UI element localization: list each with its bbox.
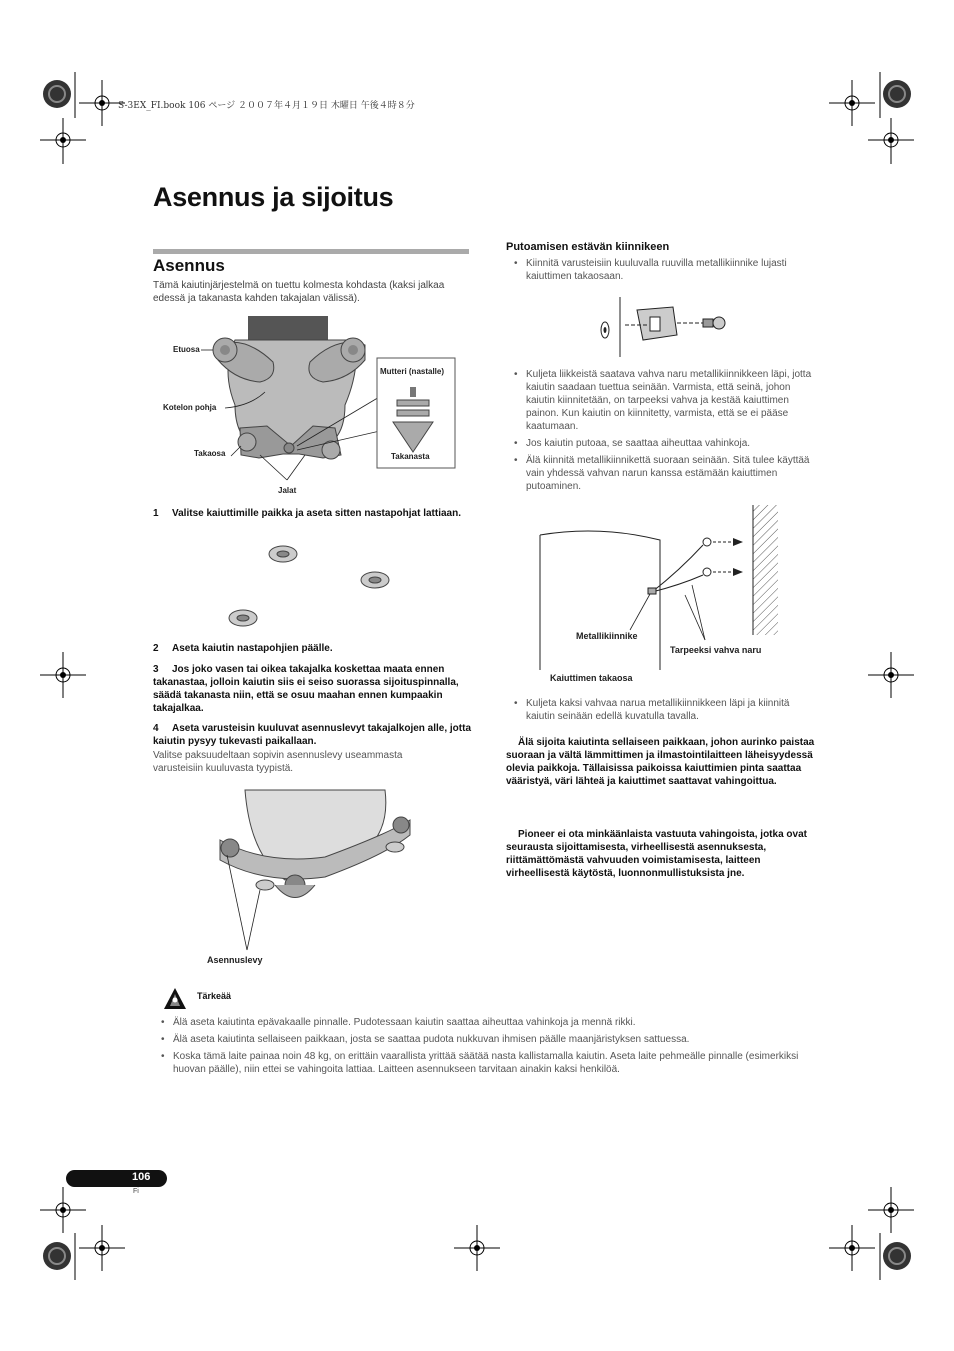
bracket-screw-figure [595, 295, 735, 359]
language-code: Fi [133, 1188, 139, 1195]
fall-prevention-list-3 [506, 697, 821, 727]
step-2: 2 Aseta kaiutin nastapohjien päälle. [153, 643, 333, 654]
fall-prevention-list-1 [506, 257, 821, 287]
warning-sunlight: Älä sijoita kaiutinta sellaiseen paikkaan, johon aurinko paistaa suoraan ja vältä lämmittimen ja ilmastointilaitteen läheisyydessä olevia paikkoja. Tällaisissa paikoissa kaiuttimien pinta saattaa vääristyä, väri lähteä ja kaiuttimet saattavat vahingoittua. [506, 737, 815, 787]
label-front: Etuosa [173, 345, 200, 354]
list-item: • Kuljeta kaksi vahvaa narua metallikiinnikkeen läpi ja kiinnitä kaiutin seinään edellä kuvatulla tavalla. [506, 697, 821, 723]
label-metal-bracket: Metallikiinnike [576, 631, 638, 641]
list-item: • Älä aseta kaiutinta epävakaalle pinnalle. Pudotessaan kaiutin saattaa aiheuttaa vahinkoja ja mennä rikki. [153, 1016, 833, 1029]
page-number-badge [66, 1170, 167, 1187]
section-rule [153, 249, 469, 254]
important-icon [163, 987, 187, 1011]
label-cabinet-bottom: Kotelon pohja [163, 403, 217, 412]
label-nut: Mutteri (nastalle) [380, 367, 445, 376]
file-header-line: S-3EX_FI.book 106 ページ ２００７年４月１９日 木曜日 午後４時８分 [118, 101, 415, 111]
step-4: 4 Aseta varusteisin kuuluvat asennuslevyt takajalkojen alle, jotta kaiutin pysyy tukevasti paikallaan. [153, 723, 472, 747]
fall-prevention-list-2 [506, 368, 821, 497]
list-item: • Älä aseta kaiutinta sellaiseen paikkaan, josta se saattaa pudota nukkuvan ihmisen päälle maanjäristyksen sattuessa. [153, 1033, 833, 1046]
step-4-note: Valitse paksuudeltaan sopivin asennuslevy useammasta varusteisiin kuuluvasta tyypistä. [153, 750, 403, 774]
step-3: 3 Jos joko vasen tai oikea takajalka koskettaa maata ennen takanastaa, jolloin kaiutin siis ei seiso suorassa sijoituspinnalla, säädä takanasta niin, että se osuu maahan ennen kumpaakin takajalkaa. [153, 664, 459, 714]
fall-prevention-heading: Putoamisen estävän kiinnikeen [506, 241, 670, 253]
page-number: 106 [132, 1171, 151, 1183]
list-item: • Kiinnitä varusteisiin kuuluvalla ruuvilla metallikiinnike lujasti kaiuttimen takaosaan. [506, 257, 821, 283]
label-installation-plate: Asennuslevy [207, 955, 263, 965]
label-spike: Takanasta [391, 452, 430, 461]
page-title: Asennus ja sijoitus [153, 182, 394, 212]
list-item: • Kuljeta liikkeistä saatava vahva naru metallikiinnikkeen läpi, jotta kaiutin saadaan tuettua seinään. Varmista, että seinä, johon kaiutin kiinnitetään, on tarpeeksi vahva ja kestää kaiuttimen painon. Kun kaiutin on kiinnitetty, varmista, että se ei pääse kaatumaan. [506, 368, 821, 433]
warning-liability: Pioneer ei ota minkäänlaista vastuuta vahingoista, jotka ovat seurausta sijoittamisesta, virheellisestä asennuksesta, riittämättömästä vahvuuden voimistamisesta, laitteen virheellisestä käytöstä, luonnonmullistuksista jne. [506, 829, 807, 879]
label-back: Takaosa [194, 449, 226, 458]
installation-plate-figure [205, 785, 420, 955]
list-item: • Jos kaiutin putoaa, se saattaa aiheuttaa vahinkoja. [506, 437, 821, 450]
spike-pads-figure [225, 540, 395, 632]
label-strong-cord: Tarpeeksi vahva naru [670, 645, 762, 655]
label-speaker-rear: Kaiuttimen takaosa [550, 673, 633, 683]
section-heading: Asennus [153, 256, 225, 275]
list-item: • Älä kiinnitä metallikiinnikettä suoraan seinään. Sitä tulee käyttää vain yhdessä vahvan narun kanssa estämään kaiuttimen putoaminen. [506, 454, 821, 493]
important-list [153, 1016, 833, 1080]
section-intro: Tämä kaiutinjärjestelmä on tuettu kolmesta kohdasta (kaksi jalkaa edessä ja takanasta kahden takajalan välissä). [153, 280, 445, 304]
important-label: Tärkeää [197, 991, 232, 1001]
label-legs: Jalat [278, 486, 297, 495]
step-1: 1 Valitse kaiuttimille paikka ja aseta sitten nastapohjat lattiaan. [153, 508, 461, 519]
list-item: • Koska tämä laite painaa noin 48 kg, on erittäin vaarallista yrittää säätää nasta kallistamalla kaiutin. Aseta laite pehmeälle pinnalle (esimerkiksi huovan päälle), niin ettei se vahingoita lattiaa. Laitteen asennukseen tarvitaan ainakin kaksi henkilöä. [153, 1050, 833, 1076]
